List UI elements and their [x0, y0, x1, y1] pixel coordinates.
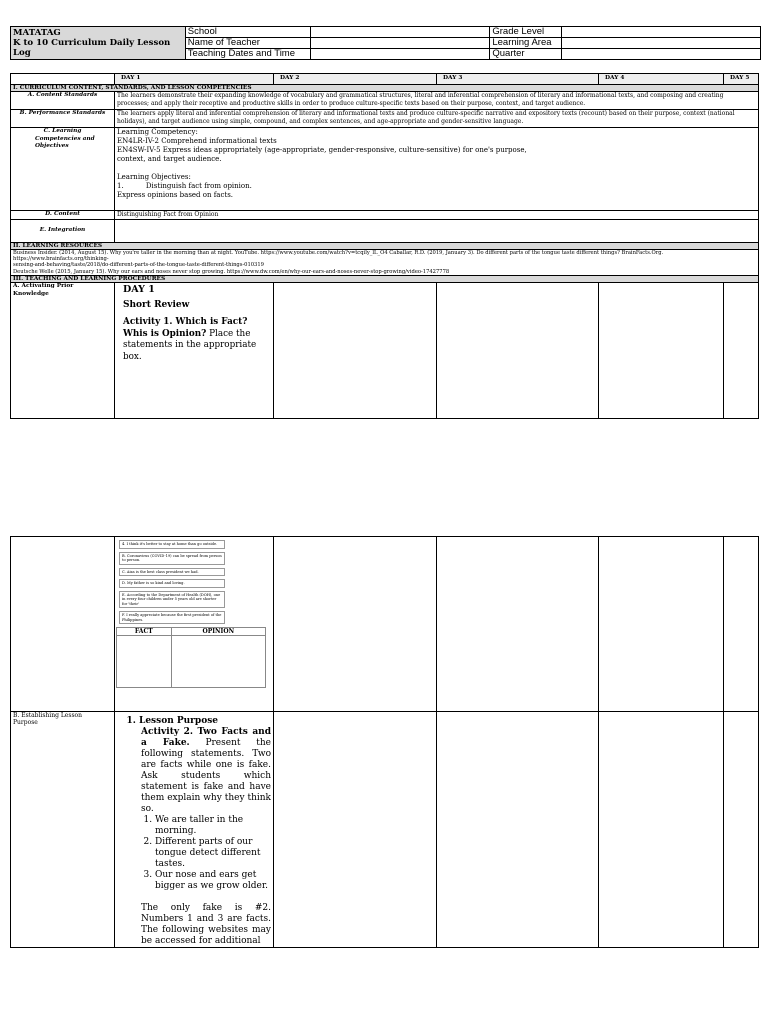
- lc-heading: Learning Competency:: [117, 128, 198, 136]
- worksheet-cell: [115, 537, 274, 712]
- title-line-1: MATATAG: [13, 28, 61, 38]
- fact-opinion-table: [116, 627, 266, 688]
- activating-day: DAY 1: [123, 284, 155, 296]
- activity-1-instruction: Place the statements in the appropriate box.: [123, 328, 257, 362]
- grade-level-field: [562, 27, 761, 38]
- dates-label: Teaching Dates and Time: [185, 49, 310, 60]
- competencies-label-sub: Competencies and Objectives: [35, 135, 95, 149]
- activity-1-title: Activity 1. Which is Fact? Whis is Opinion?: [123, 317, 248, 339]
- activity-2-instruction: Present the following statements. Two are facts while one is fake. Ask students which statement is fake and have them explain why they think so.: [141, 738, 271, 814]
- section-curriculum: I. CURRICULUM CONTENT, STANDARDS, AND LESSON COMPETENCIES: [11, 84, 759, 92]
- teacher-label: Name of Teacher: [185, 38, 310, 49]
- lo-1: 1. Distinguish fact from opinion.: [117, 182, 252, 190]
- activating-day2-cell: [274, 283, 437, 419]
- continued-label-cell: [11, 537, 115, 712]
- content-text: Distinguishing Fact from Opinion: [115, 211, 759, 220]
- lesson-purpose-block: [127, 716, 271, 947]
- lo-heading: Learning Objectives:: [117, 173, 191, 181]
- lesson-log-table: [10, 73, 759, 419]
- day-4-header: DAY 4: [599, 74, 724, 85]
- resource-2: sensing-and-behaving/taste/2018/do-different-parts-of-the-tongue-taste-different-things-010319: [13, 262, 264, 269]
- title-line-2: K to 10 Curriculum Daily Lesson Log: [13, 38, 171, 58]
- integration-text: [115, 219, 759, 242]
- competencies-label: [11, 128, 115, 211]
- activating-label: A. Activating Prior Knowledge: [11, 283, 115, 419]
- worksheet-statement: 4. I think it's better to stay at home than go outside.: [119, 540, 225, 549]
- content-standards-label: A. Content Standards: [11, 92, 115, 110]
- integration-label: E. Integration: [11, 219, 115, 242]
- establishing-day3-cell: [437, 712, 599, 948]
- fact-fake-statement: 2. Different parts of our tongue detect different tastes.: [155, 837, 271, 870]
- day-5-header: DAY 5: [724, 74, 759, 85]
- day-3-header: DAY 3: [437, 74, 599, 85]
- activity-2-text: [141, 727, 271, 815]
- activating-day4-cell: [599, 283, 724, 419]
- resource-3: Deutsche Welle (2015, January 15). Why our ears and noses never stop growing. https://www.dw.com/en/why-our-ears-and-noses-never-stop-growing/video-17427778: [13, 268, 450, 275]
- lesson-purpose-heading: [139, 716, 271, 727]
- day-header-row: [11, 74, 759, 85]
- school-field: [310, 27, 490, 38]
- lc-2: EN4SW-IV-5 Express ideas appropriately (age-appropriate, gender-responsive, culture-sensitive) for one's purpose, context, and target audience.: [117, 146, 527, 163]
- performance-standards-text: The learners apply literal and inferential comprehension of literary and informational texts and produce culture-specific narrative and expository texts (recount) based on their purpose, context (national holidays), and target audience using simple, compound, and complex sentences, and age-appropriate and gender-sensitive language.: [115, 110, 759, 128]
- content-standards-text: The learners demonstrate their expanding knowledge of vocabulary and grammatical structures, literal and inferential comprehension of literary and informational texts, and composing and creating processes; and apply their receptive and productive skills in order to produce culture-specific texts based on their purpose, context, and target audience.: [115, 92, 759, 110]
- header-table: [10, 26, 761, 60]
- worksheet-statement: E. According to the Department of Health (DOH), one in every four children under 5 years old are shorter for 'their': [119, 591, 225, 609]
- opinion-column-body: [171, 636, 265, 688]
- establishing-label: B. Establishing Lesson Purpose: [11, 712, 115, 948]
- resources-text: [11, 250, 759, 276]
- competencies-text: [115, 128, 759, 211]
- fact-fake-statement: 1. We are taller in the morning.: [155, 815, 271, 837]
- performance-standards-label: B. Performance Standards: [11, 110, 115, 128]
- activating-day3-cell: [437, 283, 599, 419]
- quarter-label: Quarter: [490, 49, 562, 60]
- teacher-field: [310, 38, 490, 49]
- day3-cell: [437, 537, 599, 712]
- worksheet-statement: D. My father is so kind and loving.: [119, 579, 225, 588]
- activity-1-text: [123, 317, 265, 363]
- lo-2: Express opinions based on facts.: [117, 191, 234, 199]
- quarter-field: [562, 49, 761, 60]
- activity-2-title: Activity 2. Two Facts and a Fake.: [141, 727, 271, 748]
- learning-area-field: [562, 38, 761, 49]
- establishing-day2-cell: [274, 712, 437, 948]
- worksheet-statement: C. Aiza is the best class president we had.: [119, 568, 225, 577]
- resource-1: Business Insider. (2014, August 15). Why you're taller in the morning than at night. YouTube. https://www.youtube.com/watch?v=tcqily_lL_O4 Caballar, R.D. (2019, January 3). Do different parts of the tongue taste different things? BrainFacts.Org. https://www.brainfacts.org/thinking-: [13, 250, 664, 263]
- answer-text: The only fake is #2. Numbers 1 and 3 are facts. The following websites may be accessed for additional: [141, 903, 271, 946]
- lc-1: EN4LR-IV-2 Comprehend informational texts: [117, 137, 277, 145]
- lesson-log-table-continued: [10, 536, 759, 948]
- opinion-column-header: OPINION: [171, 628, 265, 636]
- lesson-purpose-heading-text: Lesson Purpose: [139, 716, 219, 726]
- day-2-header: DAY 2: [274, 74, 437, 85]
- competencies-label-main: C. Learning: [43, 128, 82, 134]
- establishing-day5-cell: [724, 712, 759, 948]
- day5-cell: [724, 537, 759, 712]
- activating-day5-cell: [724, 283, 759, 419]
- dates-field: [310, 49, 490, 60]
- grade-level-label: Grade Level: [490, 27, 562, 38]
- day-1-header: DAY 1: [115, 74, 274, 85]
- day2-cell: [274, 537, 437, 712]
- day4-cell: [599, 537, 724, 712]
- school-label: School: [185, 27, 310, 38]
- activating-day1-cell: [115, 283, 274, 419]
- document-title: [11, 27, 186, 60]
- learning-area-label: Learning Area: [490, 38, 562, 49]
- establishing-day1-cell: [115, 712, 274, 948]
- fact-column-header: FACT: [117, 628, 172, 636]
- section-procedures: III. TEACHING AND LEARNING PROCEDURES: [11, 275, 759, 283]
- section-resources: II. LEARNING RESOURCES: [11, 242, 759, 250]
- establishing-day4-cell: [599, 712, 724, 948]
- worksheet-statement: F. I really appreciate because the first president of the Philippines.: [119, 611, 225, 624]
- fact-column-body: [117, 636, 172, 688]
- worksheet-statement: B. Coronavirus (COVID-19) can be spread from person to person.: [119, 552, 225, 565]
- short-review-heading: Short Review: [123, 299, 190, 310]
- content-label: D. Content: [11, 211, 115, 220]
- fact-fake-statement: 3. Our nose and ears get bigger as we grow older.: [155, 870, 271, 892]
